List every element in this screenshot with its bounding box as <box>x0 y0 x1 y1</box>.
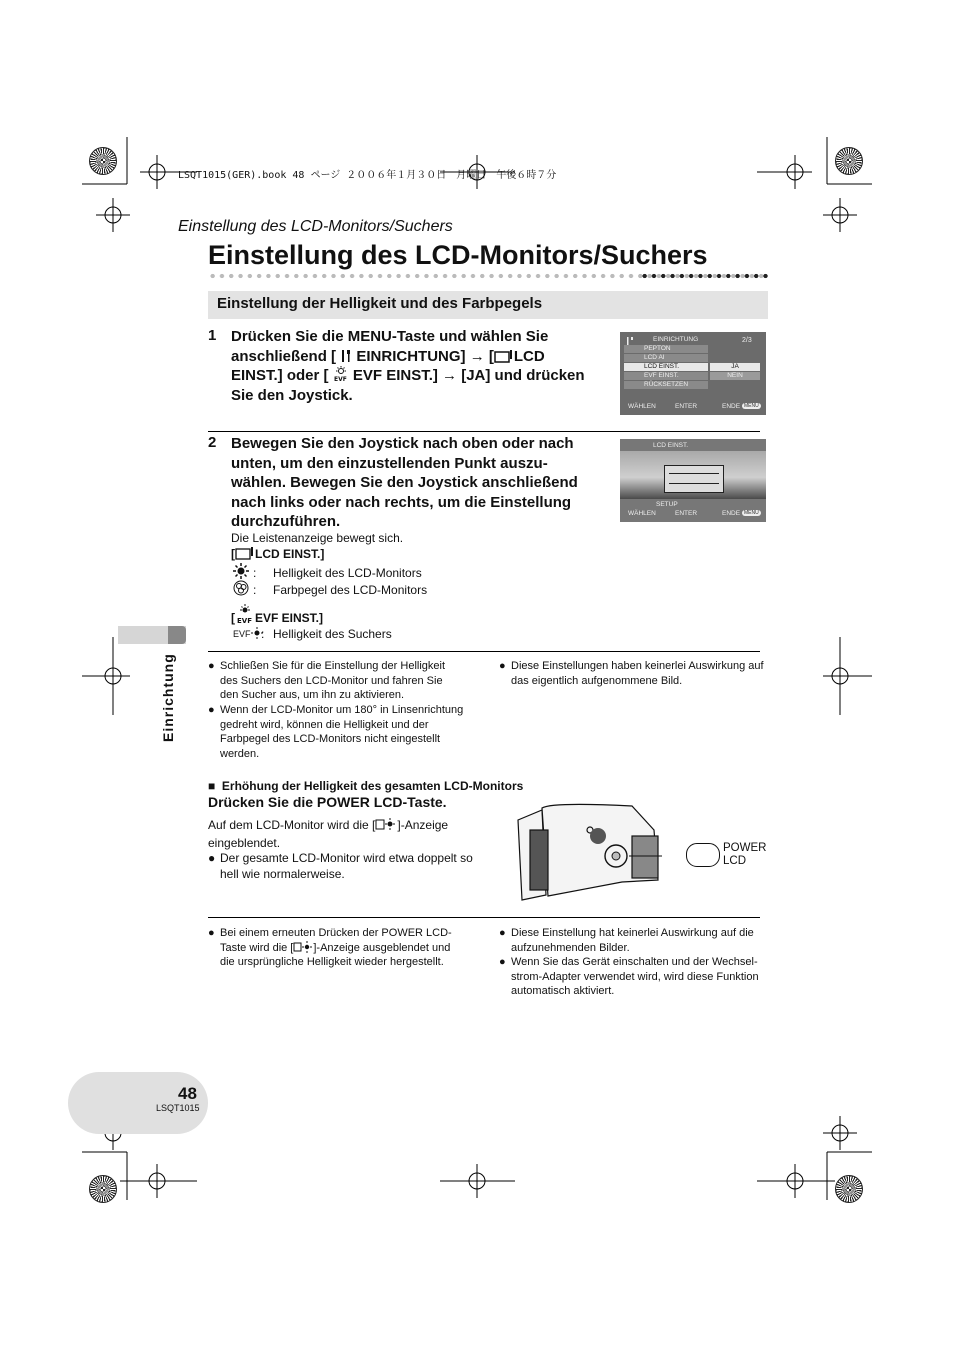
evf-item-brightness: EVF : Helligkeit des Suchers <box>233 627 392 641</box>
lcd-einst-heading: [ LCD EINST.] <box>231 547 325 561</box>
note-item: ● Wenn der LCD-Monitor um 180° in Linsenrichtung gedreht wird, können die Helligkeit und der Farbpegel des LCD-Monitors nicht eingestellt werden. <box>208 704 464 760</box>
note-item: ● Bei einem erneuten Drücken der POWER LCD- Taste wird die [ ]-Anzeige ausgeblendet und die ursprüngliche Helligkeit wieder hergestellt. <box>208 927 452 969</box>
power-lcd-button-label: POWER LCD <box>723 842 767 867</box>
step-2-subtext: Die Leistenanzeige bewegt sich. <box>231 531 404 545</box>
section-header-text: Einstellung der Helligkeit und des Farbpegels <box>217 295 543 312</box>
svg-text:EVF: EVF <box>237 617 252 624</box>
note-item: ● Diese Einstellung hat keinerlei Auswirkung auf die aufzunehmenden Bilder. <box>499 927 754 954</box>
power-heading: Drücken Sie die POWER LCD-Taste. <box>208 794 447 810</box>
page-number: 48 <box>178 1084 197 1103</box>
section-header <box>208 291 768 319</box>
lcd-monitor-icon <box>494 349 514 363</box>
evf-brightness-icon <box>235 604 255 624</box>
menu-screenshot-einrichtung: EINRICHTUNG 2/3 PEPTON LCD AI LCD EINST. EVF EINST. RÜCKSETZEN JA NEIN WÄHLEN ENTER ENDE MENU <box>620 332 766 415</box>
step-1-number: 1 <box>208 327 217 344</box>
lcd-monitor-icon <box>235 546 255 560</box>
evf-brightness-icon <box>333 366 349 382</box>
note-item: ● Wenn Sie das Gerät einschalten und der Wechsel- strom-Adapter verwendet wird, wird diese Funktion automatisch aktiviert. <box>499 956 759 998</box>
power-lcd-icon <box>375 817 397 831</box>
power-text: Auf dem LCD-Monitor wird die [ ]-Anzeige eingeblendet. <box>208 818 449 850</box>
power-lcd-button-illustration <box>686 843 720 867</box>
note-item: ● Diese Einstellungen haben keinerlei Auswirkung auf das eigentlich aufgenommene Bild. <box>499 660 764 687</box>
power-lcd-icon <box>293 941 313 953</box>
page-code: LSQT1015 <box>156 1103 200 1113</box>
separator <box>208 651 760 652</box>
menu-screenshot-lcd-einst: LCD EINST. SETUP WÄHLEN ENTER ENDE MENU <box>620 439 766 522</box>
svg-text:EVF: EVF <box>333 376 347 382</box>
subheading: ■ Erhöhung der Helligkeit des gesamten LCD-Monitors <box>208 779 524 793</box>
page-title: Einstellung des LCD-Monitors/Suchers <box>208 240 708 270</box>
evf-einst-heading: [ EVF EVF EINST.] <box>231 604 323 626</box>
note-item: ● Schließen Sie für die Einstellung der Helligkeit des Suchers den LCD-Monitor und fahren Sie den Sucher aus, um ihn zu aktivieren. <box>208 660 446 702</box>
title-dotted-rule-accent <box>640 272 768 280</box>
camcorder-illustration <box>512 800 662 903</box>
step-1-text: Drücken Sie die MENU-Taste und wählen Sie anschließend [ EINRICHTUNG] → [ LCD EINST.] oder [ EVF EVF EINST.] → [JA] und drücken Sie den Joystick. <box>231 328 585 404</box>
separator <box>208 431 760 432</box>
separator <box>208 917 760 918</box>
lcd-item-brightness: : Helligkeit des LCD-Monitors <box>233 563 249 581</box>
chapter-label: Einrichtung <box>160 653 176 742</box>
lcd-item-colour: : Farbpegel des LCD-Monitors <box>233 580 249 598</box>
wrench-icon <box>340 349 352 363</box>
print-header: LSQT1015(GER).book 48 ページ ２００６年１月３０日 月曜日 午後６時７分 <box>178 170 557 181</box>
running-head: Einstellung des LCD-Monitors/Suchers <box>178 218 453 235</box>
chapter-tab-marker <box>168 626 186 644</box>
step-2-number: 2 <box>208 434 217 451</box>
adjust-bars <box>664 465 724 493</box>
step-2-text: Bewegen Sie den Joystick nach oben oder nach unten, um den einzustellenden Punkt auszu- wählen. Bewegen Sie den Joystick anschließend nach links oder nach rechts, um die Einstellung durchzuführen. <box>231 435 578 530</box>
colour-level-icon <box>233 580 249 596</box>
power-bullet: ● Der gesamte LCD-Monitor wird etwa doppelt so hell wie normalerweise. <box>208 851 473 881</box>
brightness-icon <box>233 563 249 579</box>
